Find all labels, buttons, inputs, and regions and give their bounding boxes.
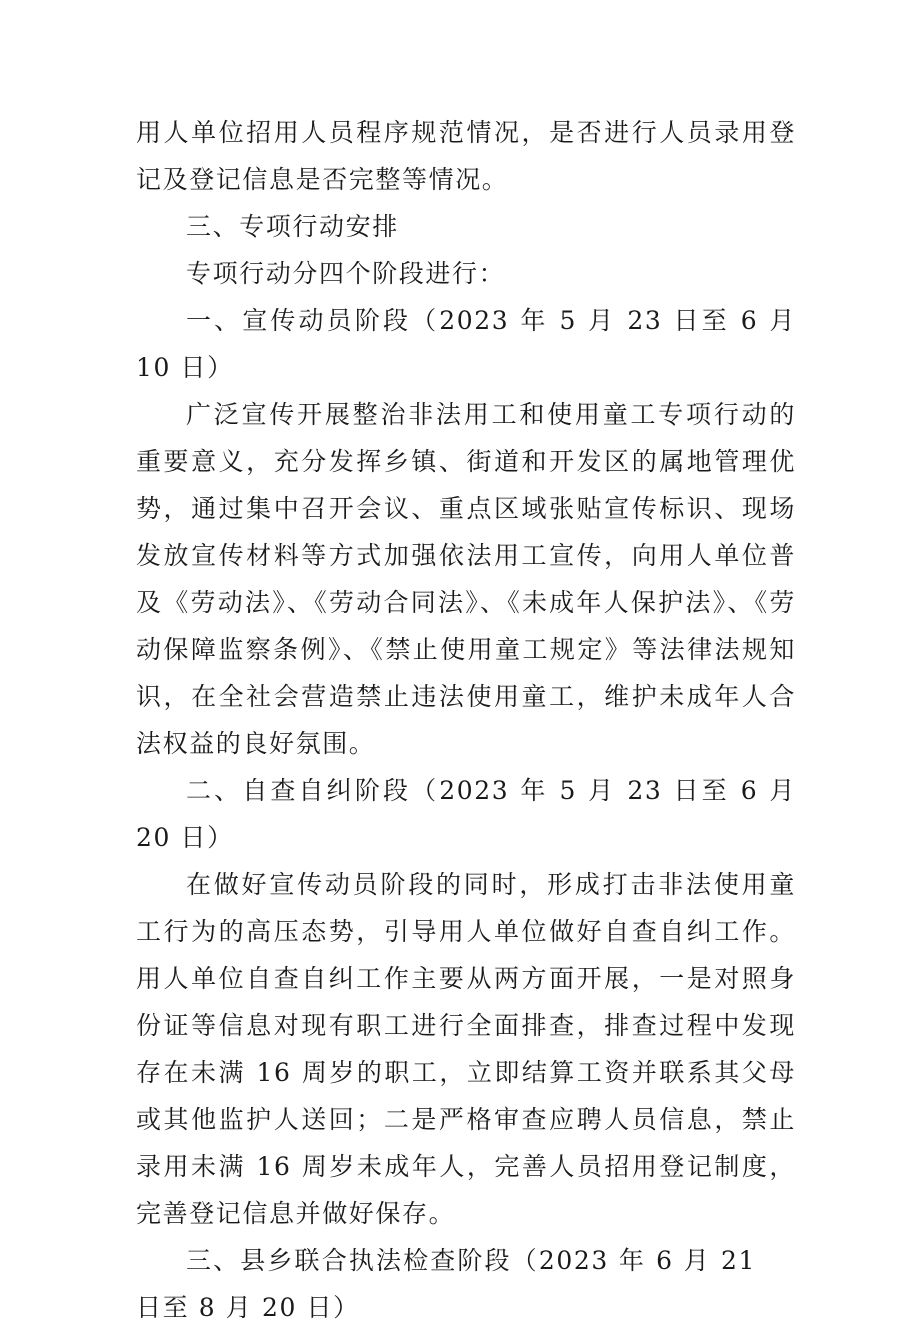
paragraph-self-inspection-details: 在做好宣传动员阶段的同时，形成打击非法使用童工行为的高压态势，引导用人单位做好自查自纠工作。用人单位自查自纠工作主要从两方面开展，一是对照身份证等信息对现有职工进行全面排查，排查过程中发现存在未满 16 周岁的职工，立即结算工资并联系其父母或其他监护人送回；二是严格审查应聘人员信息，禁止录用未满 16 周岁未成年人，完善人员招用登记制度，完善登记信息并做好保存。 <box>136 870 796 1228</box>
paragraph-four-stages: 专项行动分四个阶段进行： <box>186 259 506 288</box>
paragraph-publicity-details: 广泛宣传开展整治非法用工和使用童工专项行动的重要意义，充分发挥乡镇、街道和开发区的属地管理优势，通过集中召开会议、重点区域张贴宣传标识、现场发放宣传材料等方式加强依法用工宣传，向用人单位普及《劳动法》、《劳动合同法》、《未成年人保护法》、《劳动保障监察条例》、《禁止使用童工规定》等法律法规知识，在全社会营造禁止违法使用童工，维护未成年人合法权益的良好氛围。 <box>136 400 796 758</box>
stage-heading-self-inspection: 二、自查自纠阶段（2023 年 5 月 23 日至 6 月 20 日） <box>136 776 796 852</box>
section-heading-action-plan: 三、专项行动安排 <box>186 212 399 241</box>
stage-heading-publicity: 一、宣传动员阶段（2023 年 5 月 23 日至 6 月 10 日） <box>136 306 796 382</box>
paragraph-recruitment-compliance: 用人单位招用人员程序规范情况，是否进行人员录用登记及登记信息是否完整等情况。 <box>136 118 796 194</box>
stage-heading-joint-enforcement: 三、县乡联合执法检查阶段（2023 年 6 月 21 日至 8 月 20 日） <box>136 1246 756 1322</box>
document-body <box>136 109 796 1331</box>
